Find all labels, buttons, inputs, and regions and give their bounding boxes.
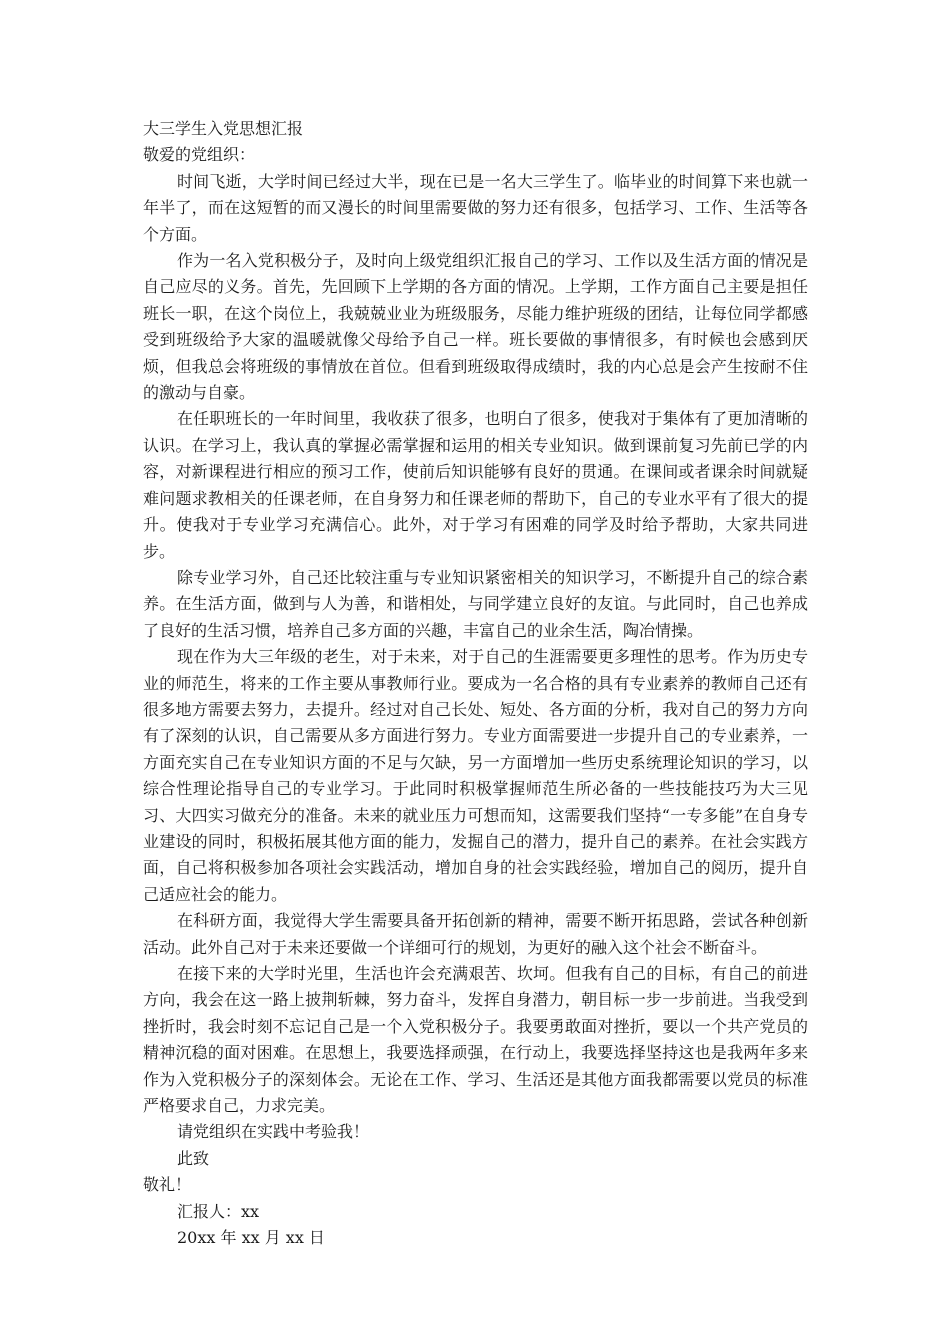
document-title: 大三学生入党思想汇报 — [143, 119, 304, 138]
document-body — [143, 116, 808, 1251]
regards-line: 敬礼！ — [143, 1175, 192, 1195]
paragraph: 除专业学习外，自己还比较注重与专业知识紧密相关的知识学习，不断提升自己的综合素养。在生活方面，做到与人为善，和谐相处，与同学建立良好的友谊。与此同时，自己也养成了良好的生活习惯，培养自己多方面的兴趣，丰富自己的业余生活，陶冶情操。 — [143, 567, 808, 640]
date-line: 20xx 年 xx 月 xx 日 — [177, 1228, 325, 1248]
paragraph: 作为一名入党积极分子，及时向上级党组织汇报自己的学习、工作以及生活方面的情况是自己应尽的义务。首先，先回顾下上学期的各方面的情况。上学期，工作方面自己主要是担任班长一职，在这个岗位上，我兢兢业业为班级服务，尽能力维护班级的团结，让每位同学都感受到班级给予大家的温暖就像父母给予自己一样。班长要做的事情很多，有时候也会感到厌烦，但我总会将班级的事情放在首位。但看到班级取得成绩时，我的内心总是会产生按耐不住的激动与自豪。 — [143, 251, 808, 403]
reporter-line: 汇报人：xx — [177, 1201, 260, 1221]
salutation: 敬爱的党组织： — [143, 145, 256, 165]
closing-line: 此致 — [177, 1148, 210, 1168]
paragraph: 时间飞逝，大学时间已经过大半，现在已是一名大三学生了。临毕业的时间算下来也就一年半了，而在这短暂的而又漫长的时间里需要做的努力还有很多，包括学习、工作、生活等各个方面。 — [143, 171, 808, 244]
request-line: 请党组织在实践中考验我！ — [177, 1122, 370, 1142]
paragraph: 在接下来的大学时光里，生活也许会充满艰苦、坎坷。但我有自己的目标，有自己的前进方向，我会在这一路上披荆斩棘，努力奋斗，发挥自身潜力，朝目标一步一步前进。当我受到挫折时，我会时刻不忘记自己是一个入党积极分子。我要勇敢面对挫折，要以一个共产党员的精神沉稳的面对困难。在思想上，我要选择顽强，在行动上，我要选择坚持这也是我两年多来作为入党积极分子的深刻体会。无论在工作、学习、生活还是其他方面我都需要以党员的标准严格要求自己，力求完美。 — [143, 964, 808, 1116]
paragraph: 现在作为大三年级的老生，对于未来，对于自己的生涯需要更多理性的思考。作为历史专业的师范生，将来的工作主要从事教师行业。要成为一名合格的具有专业素养的教师自己还有很多地方需要去努力，去提升。经过对自己长处、短处、各方面的分析，我对自己的努力方向有了深刻的认识，自己需要从多方面进行努力。专业方面需要进一步提升自己的专业素养，一方面充实自己在专业知识方面的不足与欠缺，另一方面增加一些历史系统理论知识的学习，以综合性理论指导自己的专业学习。于此同时积极掌握师范生所必备的一些技能技巧为大三见习、大四实习做充分的准备。未来的就业压力可想而知，这需要我们坚持“一专多能”在自身专业建设的同时，积极拓展其他方面的能力，发掘自己的潜力，提升自己的素养。在社会实践方面，自己将积极参加各项社会实践活动，增加自身的社会实践经验，增加自己的阅历，提升自己适应社会的能力。 — [143, 647, 808, 904]
paragraph: 在科研方面，我觉得大学生需要具备开拓创新的精神，需要不断开拓思路，尝试各种创新活动。此外自己对于未来还要做一个详细可行的规划，为更好的融入这个社会不断奋斗。 — [143, 911, 808, 957]
paragraph: 在任职班长的一年时间里，我收获了很多，也明白了很多，使我对于集体有了更加清晰的认识。在学习上，我认真的掌握必需掌握和运用的相关专业知识。做到课前复习先前已学的内容，对新课程进行相应的预习工作，使前后知识能够有良好的贯通。在课间或者课余时间就疑难问题求教相关的任课老师，在自身努力和任课老师的帮助下，自己的专业水平有了很大的提升。使我对于专业学习充满信心。此外，对于学习有困难的同学及时给予帮助，大家共同进步。 — [143, 409, 808, 561]
